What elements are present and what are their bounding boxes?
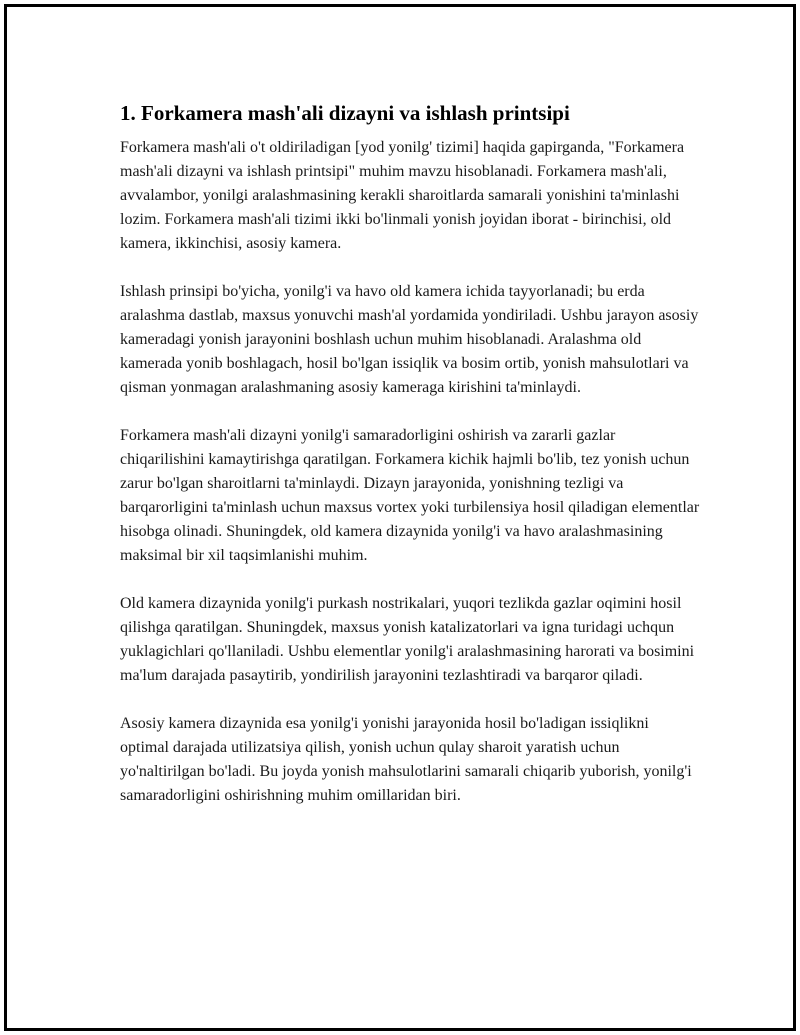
paragraph-2: Ishlash prinsipi bo'yicha, yonilg'i va havo old kamera ichida tayyorlanadi; bu erda aralashma dastlab, maxsus yonuvchi mash'al yordamida yondiriladi. Ushbu jarayon asosiy kameradagi yonish jarayonini boshlash uchun muhim hisoblanadi. Aralashma old kamerada yonib boshlagach, hosil bo'lgan issiqlik va bosim ortib, yonish mahsulotlari va qisman yonmagan aralashmaning asosiy kameraga kirishini ta'minlaydi.: [120, 283, 699, 396]
section-heading: 1. Forkamera mash'ali dizayni va ishlash printsipi: [120, 101, 570, 125]
paragraph-1: Forkamera mash'ali o't oldiriladigan [yod yonilg' tizimi] haqida gapirganda, "Forkamera mash'ali dizayni va ishlash printsipi" muhim mavzu hisoblanadi. Forkamera mash'ali, avvalambor, yonilgi aralashmasining kerakli sharoitlarda samarali yonishini ta'minlashi lozim. Forkamera mash'ali tizimi ikki bo'linmali yonish joyidan iborat - birinchisi, old kamera, ikkinchisi, asosiy kamera.: [120, 139, 685, 252]
paragraph-4: Old kamera dizaynida yonilg'i purkash nostrikalari, yuqori tezlikda gazlar oqimini hosil qilishga qaratilgan. Shuningdek, maxsus yonish katalizatorlari va igna turidagi uchqun yuklagichlari qo'llaniladi. Ushbu elementlar yonilg'i aralashmasining harorati va bosimini ma'lum darajada pasaytirib, yondirilish jarayonini tezlashtiradi va barqaror qiladi.: [120, 595, 695, 684]
page-frame: [4, 4, 796, 1031]
paragraph-5: Asosiy kamera dizaynida esa yonilg'i yonishi jarayonida hosil bo'ladigan issiqlikni optimal darajada utilizatsiya qilish, yonish uchun qulay sharoit yaratish uchun yo'naltirilgan bo'ladi. Bu joyda yonish mahsulotlarini samarali chiqarib yuborish, yonilg'i samaradorligini oshirishning muhim omillaridan biri.: [120, 715, 692, 804]
document-body: [120, 100, 700, 832]
paragraph-3: Forkamera mash'ali dizayni yonilg'i samaradorligini oshirish va zararli gazlar chiqarilishini kamaytirishga qaratilgan. Forkamera kichik hajmli bo'lib, tez yonish uchun zarur bo'lgan sharoitlarni ta'minlaydi. Dizayn jarayonida, yonishning tezligi va barqarorligini ta'minlash uchun maxsus vortex yoki turbilensiya hosil qiladigan elementlar hisobga olinadi. Shuningdek, old kamera dizaynida yonilg'i va havo aralashmasining maksimal bir xil taqsimlanishi muhim.: [120, 427, 700, 564]
